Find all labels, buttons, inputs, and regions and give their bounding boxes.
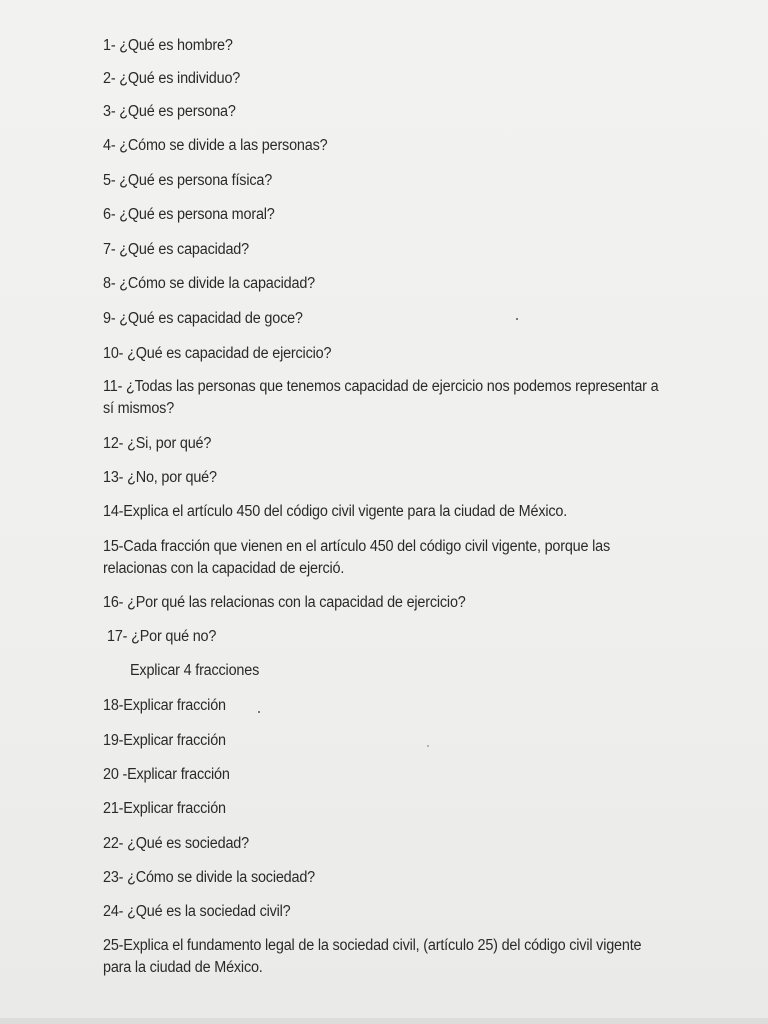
question-1: 1- ¿Qué es hombre? [103,37,233,54]
question-25: 25-Explica el fundamento legal de la sociedad civil, (artículo 25) del código civil vigente para la ciudad de México. [103,937,642,976]
question-15: 15-Cada fracción que vienen en el artículo 450 del código civil vigente, porque las relacionas con la capacidad de ejerció. [103,538,611,577]
instruction-explain-fractions: Explicar 4 fracciones [130,662,260,679]
question-20: 20 -Explicar fracción [103,766,230,783]
question-4: 4- ¿Cómo se divide a las personas? [103,137,328,154]
question-14: 14-Explica el artículo 450 del código civil vigente para la ciudad de México. [103,503,568,520]
question-11: 11- ¿Todas las personas que tenemos capacidad de ejercicio nos podemos representar a sí mismos? [103,378,659,417]
question-5: 5- ¿Qué es persona física? [103,172,273,189]
question-6: 6- ¿Qué es persona moral? [103,206,275,223]
question-19: 19-Explicar fracción [103,732,226,749]
dust-speck [427,745,429,747]
question-3: 3- ¿Qué es persona? [103,103,236,120]
dust-speck [516,318,518,320]
question-7: 7- ¿Qué es capacidad? [103,241,249,258]
question-21: 21-Explicar fracción [103,800,226,817]
question-24: 24- ¿Qué es la sociedad civil? [103,903,291,920]
question-18: 18-Explicar fracción [103,697,226,714]
question-10: 10- ¿Qué es capacidad de ejercicio? [103,345,332,362]
question-9: 9- ¿Qué es capacidad de goce? [103,310,303,327]
question-12: 12- ¿Si, por qué? [103,435,212,452]
question-2: 2- ¿Qué es individuo? [103,70,241,87]
dust-speck [258,711,260,713]
question-22: 22- ¿Qué es sociedad? [103,835,249,852]
question-23: 23- ¿Cómo se divide la sociedad? [103,869,315,886]
page-bottom-edge [0,1018,768,1024]
question-17: 17- ¿Por qué no? [107,628,217,645]
question-13: 13- ¿No, por qué? [103,469,217,486]
question-8: 8- ¿Cómo se divide la capacidad? [103,275,315,292]
question-16: 16- ¿Por qué las relacionas con la capacidad de ejercicio? [103,594,466,611]
